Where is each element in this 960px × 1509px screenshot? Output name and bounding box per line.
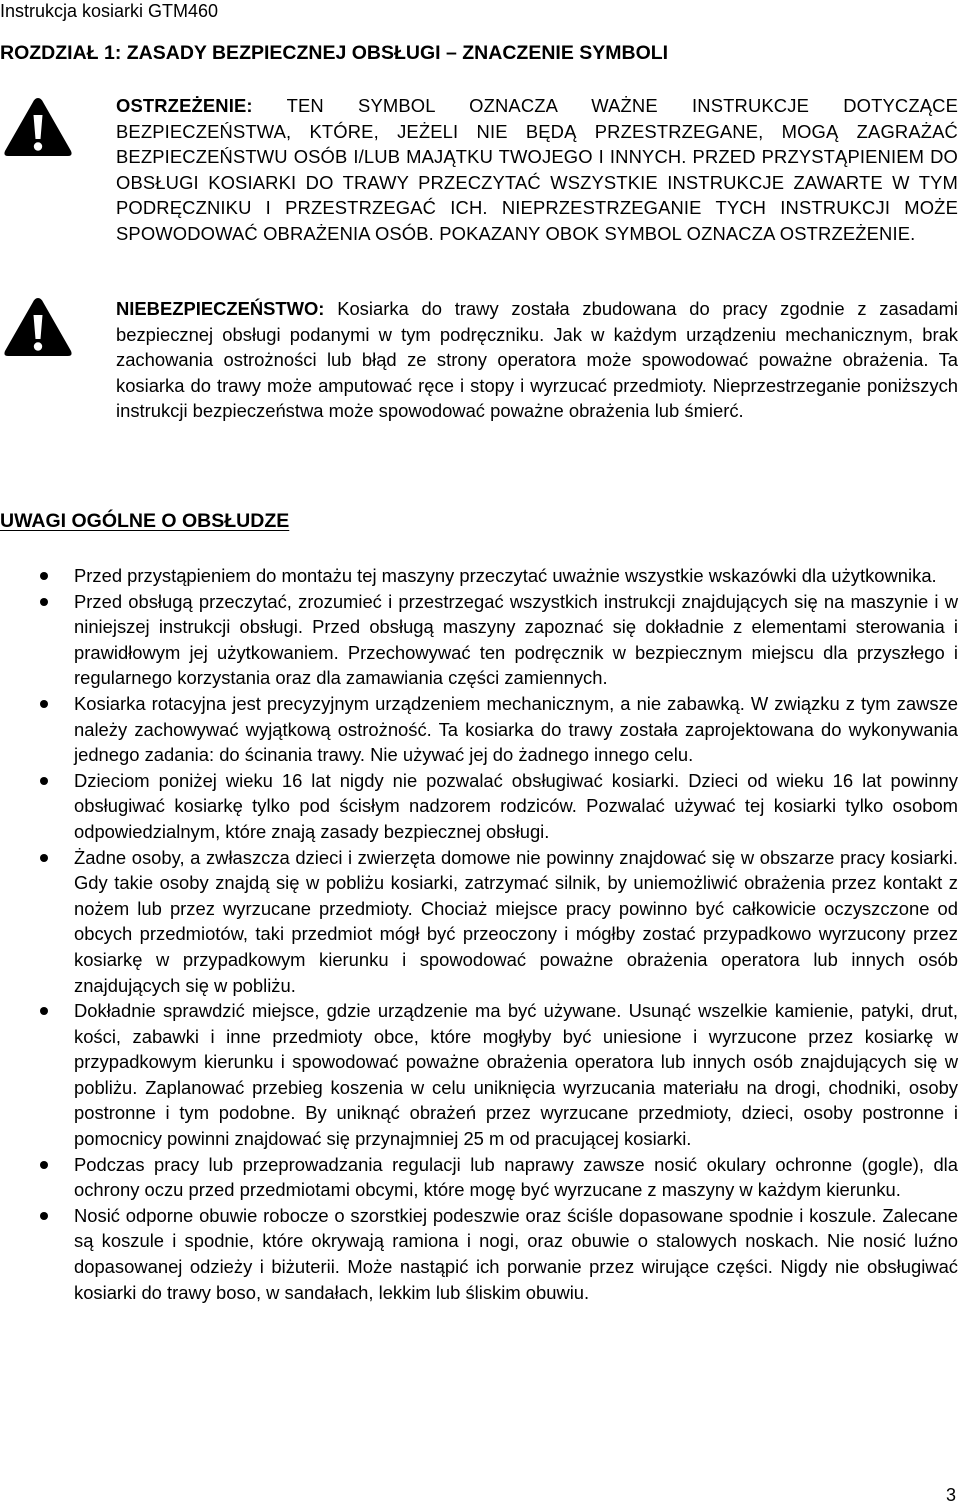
- bullet-icon: [40, 598, 48, 606]
- general-rules-list: [0, 563, 958, 1305]
- chapter-title: ROZDZIAŁ 1: ZASADY BEZPIECZNEJ OBSŁUGI – ZNACZENIE SYMBOLI: [0, 42, 669, 64]
- list-item: Przed przystąpieniem do montażu tej maszyny przeczytać uważnie wszystkie wskazówki dla użytkownika.: [0, 563, 958, 589]
- list-item: Przed obsługą przeczytać, zrozumieć i przestrzegać wszystkich instrukcji znajdujących się na maszynie i w niniejszej instrukcji obsługi. Przed obsługą maszyny zapoznać się dokładnie z elementami sterowania i prawidłowym jej użytkowaniem. Przechowywać ten podręcznik w bezpiecznym miejscu dla przyszłego i regularnego korzystania oraz dla zamawiania części zamiennych.: [0, 589, 958, 691]
- list-item: Żadne osoby, a zwłaszcza dzieci i zwierzęta domowe nie powinny znajdować się w obszarze pracy kosiarki. Gdy takie osoby znajdą się w pobliżu kosiarki, zatrzymać silnik, by uniemożliwić obrażenia przez kontakt z nożem lub przez wyrzucane przedmioty. Chociaż miejsce pracy powinno być całkowicie oczyszczone od obcych przedmiotów, taki przedmiot mógł być przeoczony i mógłby zostać przypadkowo wyrzucony przez kosiarkę w przypadkowym kierunku i spowodować poważne obrażenia operatora lub innych osób znajdujących się w pobliżu.: [0, 845, 958, 999]
- bullet-icon: [40, 1161, 48, 1169]
- bullet-icon: [40, 777, 48, 785]
- bullet-icon: [40, 572, 48, 580]
- bullet-icon: [40, 1007, 48, 1015]
- bullet-icon: [40, 854, 48, 862]
- list-item: Nosić odporne obuwie robocze o szorstkiej podeszwie oraz ściśle dopasowane spodnie i koszule. Zalecane są koszule i spodnie, które okrywają ramiona i nogi, oraz obuwie o stalowych noskach. Nie nosić luźno dopasowanej odzieży i biżuterii. Może nastąpić ich porwanie przez wirujące części. Nigdy nie obsługiwać kosiarki do trawy boso, w sandałach, lekkim lub śliskim obuwiu.: [0, 1203, 958, 1305]
- page-number: 3: [945, 1485, 956, 1505]
- danger-text: Kosiarka do trawy została zbudowana do pracy zgodnie z zasadami bezpiecznej obsługi podanymi w tym podręczniku. Jak w każdym urządzeniu mechanicznym, brak zachowania ostrożności lub błąd ze strony operatora może spowodować poważne obrażenia. Ta kosiarka do trawy może amputować ręce i stopy i wyrzucać przedmioty. Nieprzestrzeganie poniższych instrukcji bezpieczeństwa może spowodować poważne obrażenia lub śmierć.: [116, 298, 958, 422]
- list-item: Kosiarka rotacyjna jest precyzyjnym urządzeniem mechanicznym, a nie zabawką. W związku z tym zawsze należy zachowywać wyjątkową ostrożność. Ta kosiarka do trawy została zaprojektowana do wykonywania jednego zadania: do ścinania trawy. Nie używać jej do żadnego innego celu.: [0, 691, 958, 768]
- warning-triangle-icon: [2, 295, 74, 359]
- danger-label: NIEBEZPIECZEŃSTWO:: [116, 298, 325, 319]
- danger-notice: [116, 296, 958, 424]
- section-title: UWAGI OGÓLNE O OBSŁUDZE: [0, 510, 290, 532]
- list-item: Podczas pracy lub przeprowadzania regulacji lub naprawy zawsze nosić okulary ochronne (gogle), dla ochrony oczu przed przedmiotami obcymi, które mogę być wyrzucane z maszyny w każdym kierunku.: [0, 1152, 958, 1203]
- bullet-icon: [40, 1212, 48, 1220]
- caution-notice: [116, 93, 958, 247]
- caution-text: TEN SYMBOL OZNACZA WAŻNE INSTRUKCJE DOTYCZĄCE BEZPIECZEŃSTWA, KTÓRE, JEŻELI NIE BĘDĄ PRZESTRZEGANE, MOGĄ ZAGRAŻAĆ BEZPIECZEŃSTWU OSÓB I/LUB MAJĄTKU TWOJEGO I INNYCH. PRZED PRZYSTĄPIENIEM DO OBSŁUGI KOSIARKI DO TRAWY PRZECZYTAĆ WSZYSTKIE INSTRUKCJE ZAWARTE W TYM PODRĘCZNIKU I PRZESTRZEGAĆ ICH. NIEPRZESTRZEGANIE TYCH INSTRUKCJI MOŻE SPOWODOWAĆ OBRAŻENIA OSÓB. POKAZANY OBOK SYMBOL OZNACZA OSTRZEŻENIE.: [116, 95, 958, 244]
- document-header: Instrukcja kosiarki GTM460: [0, 1, 219, 21]
- warning-triangle-icon: [2, 95, 74, 159]
- bullet-icon: [40, 700, 48, 708]
- caution-label: OSTRZEŻENIE:: [116, 95, 253, 116]
- list-item: Dzieciom poniżej wieku 16 lat nigdy nie pozwalać obsługiwać kosiarki. Dzieci od wieku 16 lat powinny obsługiwać kosiarkę tylko pod ścisłym nadzorem rodziców. Pozwalać używać tej kosiarki tylko osobom odpowiedzialnym, które znają zasady bezpiecznej obsługi.: [0, 768, 958, 845]
- list-item: Dokładnie sprawdzić miejsce, gdzie urządzenie ma być używane. Usunąć wszelkie kamienie, patyki, drut, kości, zabawki i inne przedmioty obce, które mogłyby być uniesione i wyrzucone przez kosiarkę w przypadkowym kierunku i spowodować poważne obrażenia operatora lub innych osób znajdujących się w pobliżu. Zaplanować przebieg koszenia w celu uniknięcia wyrzucania materiału na drogi, chodniki, osoby postronne i tym podobne. By uniknąć obrażeń przez wyrzucane przedmioty, dzieci, osoby postronne i pomocnicy powinni znajdować się przynajmniej 25 m od pracującej kosiarki.: [0, 998, 958, 1152]
